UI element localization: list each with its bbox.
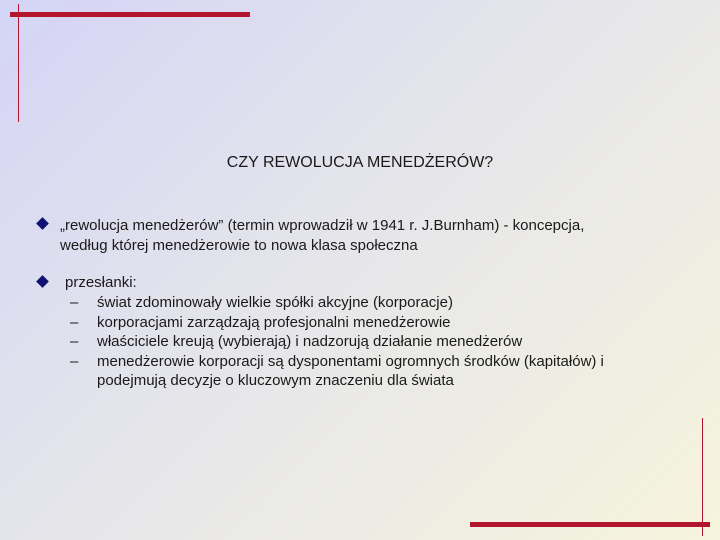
slide-title	[0, 153, 720, 173]
dash-marker: –	[70, 333, 79, 350]
dash-marker: –	[70, 352, 79, 370]
list-item	[70, 352, 700, 372]
list-item-continuation	[70, 371, 700, 391]
diamond-bullet-icon	[36, 217, 49, 230]
premises-list	[70, 293, 700, 391]
bullet-1-line-2: według której menedżerowie to nowa klasa społeczna	[60, 236, 418, 254]
right-accent-line	[702, 418, 703, 536]
list-item	[70, 313, 700, 333]
left-accent-line	[18, 4, 19, 122]
diamond-bullet-icon	[36, 275, 49, 288]
list-item-text: świat zdominowały wielkie spółki akcyjne (korporacje)	[97, 294, 453, 311]
slide-title-text: CZY REWOLUCJA MENEDŻERÓW?	[226, 154, 494, 171]
dash-marker: –	[70, 313, 79, 331]
bottom-accent-bar	[470, 522, 710, 527]
dash-marker: –	[70, 294, 79, 311]
bullet-paragraph-1	[60, 216, 700, 255]
bullet-1-line-1: „rewolucja menedżerów” (termin wprowadził w 1941 r. J.Burnham) - koncepcja,	[60, 217, 585, 234]
list-item-text: menedżerowie korporacji są dysponentami ogromnych środków (kapitałów) i	[97, 352, 604, 370]
list-item-text: korporacjami zarządzają profesjonalni menedżerowie	[97, 313, 451, 331]
top-accent-bar	[10, 12, 250, 17]
bullet-2-label: przesłanki:	[65, 274, 137, 291]
list-item	[70, 332, 700, 352]
list-item-text: właściciele kreują (wybierają) i nadzorują działanie menedżerów	[97, 333, 523, 350]
list-item-continuation-text: podejmują decyzje o kluczowym znaczeniu dla świata	[97, 372, 454, 389]
list-item	[70, 293, 700, 313]
